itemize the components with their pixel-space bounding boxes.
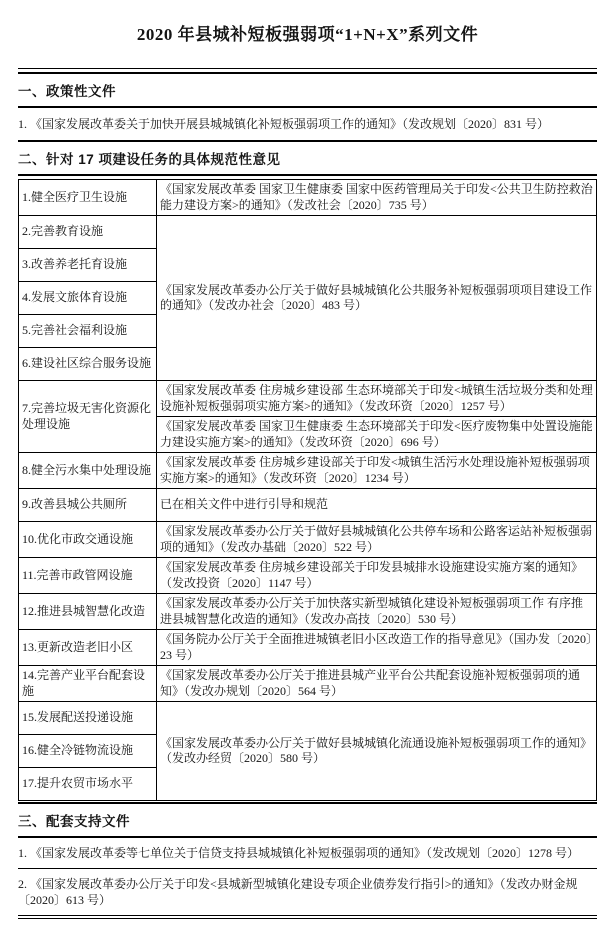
document-page [0,20,616,919]
section-divider [18,802,597,804]
doc-cell: 《国家发展改革委 住房城乡建设部关于印发<城镇生活污水处理设施补短板强弱项实施方案>的通知》（发改环资〔2020〕1234 号） [157,453,597,489]
doc-cell: 《国家发展改革委 国家卫生健康委 生态环境部关于印发<医疗废物集中处置设施能力建设实施方案>的通知》（发改环资〔2020〕696 号） [157,417,597,453]
task-cell: 7.完善垃圾无害化资源化处理设施 [19,381,157,453]
task-cell: 11.完善市政管网设施 [19,558,157,594]
section-heading-tasks: 二、针对 17 项建设任务的具体规范性意见 [18,152,281,167]
doc-cell: 《国务院办公厅关于全面推进城镇老旧小区改造工作的指导意见》（国办发〔2020〕23 号） [157,630,597,666]
doc-cell: 《国家发展改革委办公厅关于加快落实新型城镇化建设补短板强弱项工作 有序推进县城智慧化改造的通知》（发改办高技〔2020〕530 号） [157,594,597,630]
table-row [19,453,597,489]
doc-cell: 《国家发展改革委 住房城乡建设部 生态环境部关于印发<城镇生活垃圾分类和处理设施补短板强弱项实施方案>的通知》（发改环资〔2020〕1257 号） [157,381,597,417]
support-item: 2. 《国家发展改革委办公厅关于印发<县城新型城镇化建设专项企业债券发行指引>的通知》（发改办财金规〔2020〕613 号） [18,877,578,907]
document-bottom-rule [18,915,597,919]
table-row [19,180,597,216]
table-row [19,630,597,666]
task-cell: 9.改善县城公共厕所 [19,489,157,522]
task-cell: 10.优化市政交通设施 [19,522,157,558]
task-cell: 3.改善养老托育设施 [19,249,157,282]
table-row [19,216,597,249]
doc-cell: 已在相关文件中进行引导和规范 [157,489,597,522]
doc-cell: 《国家发展改革委办公厅关于做好县城城镇化公共停车场和公路客运站补短板强弱项的通知》（发改办基础〔2020〕522 号） [157,522,597,558]
section-divider [18,140,597,142]
task-cell: 15.发展配送投递设施 [19,702,157,735]
table-row [19,522,597,558]
doc-cell: 《国家发展改革委办公厅关于做好县城城镇化公共服务补短板强弱项项目建设工作的通知》（发改办社会〔2020〕483 号） [157,216,597,381]
task-cell: 13.更新改造老旧小区 [19,630,157,666]
table-row [19,489,597,522]
task-cell: 2.完善教育设施 [19,216,157,249]
task-cell: 12.推进县城智慧化改造 [19,594,157,630]
support-section [18,810,597,919]
table-row [19,594,597,630]
policy-item: 1. 《国家发展改革委关于加快开展县城城镇化补短板强弱项工作的通知》（发改规划〔2020〕831 号） [18,117,550,131]
task-cell: 6.建设社区综合服务设施 [19,348,157,381]
task-cell: 8.健全污水集中处理设施 [19,453,157,489]
doc-cell: 《国家发展改革委办公厅关于推进县城产业平台公共配套设施补短板强弱项的通知》（发改办规划〔2020〕564 号） [157,666,597,702]
doc-cell: 《国家发展改革委 国家卫生健康委 国家中医药管理局关于印发<公共卫生防控救治能力建设方案>的通知》（发改社会〔2020〕735 号） [157,180,597,216]
table-row [19,666,597,702]
tasks-table-body [19,180,597,801]
table-row [19,381,597,417]
task-cell: 17.提升农贸市场水平 [19,768,157,801]
doc-cell: 《国家发展改革委办公厅关于做好县城城镇化流通设施补短板强弱项工作的通知》（发改办经贸〔2020〕580 号） [157,702,597,801]
task-cell: 14.完善产业平台配套设施 [19,666,157,702]
support-item: 1. 《国家发展改革委等七单位关于信贷支持县城城镇化补短板强弱项的通知》（发改规划〔2020〕1278 号） [18,846,580,860]
section-heading-policy: 一、政策性文件 [18,84,116,99]
page-title: 2020 年县城补短板强弱项“1+N+X”系列文件 [136,25,479,44]
section-divider [18,174,597,176]
section-heading-support: 三、配套支持文件 [18,814,130,829]
task-cell: 1.健全医疗卫生设施 [19,180,157,216]
table-row [19,558,597,594]
section-divider [18,68,597,74]
tasks-table [18,179,597,801]
task-cell: 4.发展文旅体育设施 [19,282,157,315]
task-cell: 5.完善社会福利设施 [19,315,157,348]
table-row [19,702,597,735]
task-cell: 16.健全冷链物流设施 [19,735,157,768]
doc-cell: 《国家发展改革委 住房城乡建设部关于印发县城排水设施建设实施方案的通知》（发改投资〔2020〕1147 号） [157,558,597,594]
